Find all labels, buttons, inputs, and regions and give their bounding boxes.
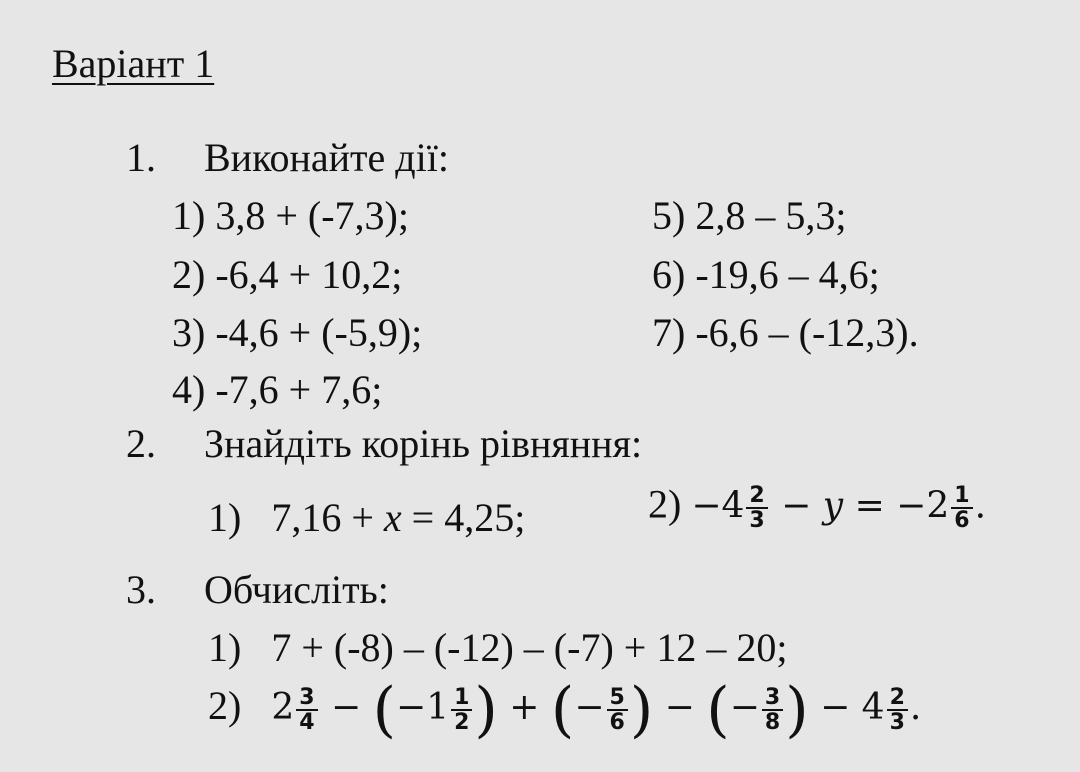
eq1-label: 1) bbox=[208, 495, 242, 540]
task2-equation-2 bbox=[648, 481, 987, 534]
task3-expression-1 bbox=[208, 625, 788, 670]
expr1-label: 1) bbox=[208, 625, 242, 670]
e2-c-sign: − bbox=[574, 687, 605, 729]
right-paren: ) bbox=[629, 675, 654, 745]
right-paren: ) bbox=[785, 675, 809, 745]
eq2-label: 2) bbox=[648, 481, 682, 527]
eq1-text-b: = 4,25; bbox=[401, 495, 526, 540]
task1-item-3: 3) -4,6 + (-5,9); bbox=[172, 310, 423, 355]
task2-heading: Знайдіть корінь рівняння: bbox=[204, 421, 643, 466]
task1-item-4: 4) -7,6 + 7,6; bbox=[172, 367, 383, 412]
e2-end: . bbox=[909, 687, 922, 729]
left-paren: ( bbox=[706, 675, 730, 745]
task3-number: 3. bbox=[126, 567, 156, 612]
eq2-equals: = −2 bbox=[843, 485, 950, 527]
e2-fraction-a: $\frac{3}{4}$ bbox=[296, 686, 317, 734]
task1-heading-line bbox=[126, 135, 449, 180]
e2-d-sign: − bbox=[729, 687, 760, 729]
e2-op1: − bbox=[319, 687, 373, 729]
right-paren: ) bbox=[474, 675, 498, 745]
e2-op4: − 4 bbox=[808, 687, 885, 729]
left-paren: ( bbox=[372, 675, 397, 745]
e2-op2: + bbox=[497, 687, 551, 729]
left-paren: ( bbox=[550, 675, 575, 745]
task1-item-5: 5) 2,8 – 5,3; bbox=[652, 193, 847, 238]
task2-heading-line bbox=[126, 421, 643, 466]
e2-fraction-d: $\frac{3}{8}$ bbox=[762, 686, 783, 734]
task1-item-6: 6) -19,6 – 4,6; bbox=[652, 252, 880, 297]
task3-heading: Обчисліть: bbox=[204, 567, 389, 612]
task2-equation-1 bbox=[208, 495, 526, 540]
task1-number: 1. bbox=[126, 135, 156, 180]
task1-item-2: 2) -6,4 + 10,2; bbox=[172, 252, 403, 297]
eq2-minus: − bbox=[769, 485, 823, 527]
task3-heading-line bbox=[126, 567, 389, 612]
e2-fraction-e: $\frac{2}{3}$ bbox=[887, 686, 908, 734]
task2-number: 2. bbox=[126, 421, 156, 466]
eq2-fraction-2: $\frac{1}{6}$ bbox=[951, 484, 972, 532]
task1-item-1: 1) 3,8 + (-7,3); bbox=[172, 193, 409, 238]
eq2-whole1: −4 bbox=[691, 485, 745, 527]
task1-item-7: 7) -6,6 – (-12,3). bbox=[652, 310, 919, 355]
e2-fraction-b: $\frac{1}{2}$ bbox=[451, 686, 472, 734]
eq2-end: . bbox=[974, 485, 987, 527]
eq2-variable: y bbox=[822, 485, 844, 527]
eq1-text-a: 7,16 + bbox=[271, 495, 384, 540]
eq1-variable: x bbox=[383, 495, 402, 540]
expr2-label: 2) bbox=[208, 683, 242, 729]
task1-heading: Виконайте дії: bbox=[204, 135, 449, 180]
variant-title: Варіант 1 bbox=[52, 41, 215, 86]
e2-fraction-c: $\frac{5}{6}$ bbox=[607, 686, 628, 734]
e2-b-whole: −1 bbox=[396, 687, 450, 729]
e2-op3: − bbox=[653, 687, 707, 729]
task3-expression-2 bbox=[208, 675, 922, 745]
e2-a-whole: 2 bbox=[271, 687, 295, 729]
eq2-fraction-1: $\frac{2}{3}$ bbox=[746, 484, 767, 532]
expr1-text: 7 + (-8) – (-12) – (-7) + 12 – 20; bbox=[271, 625, 788, 670]
